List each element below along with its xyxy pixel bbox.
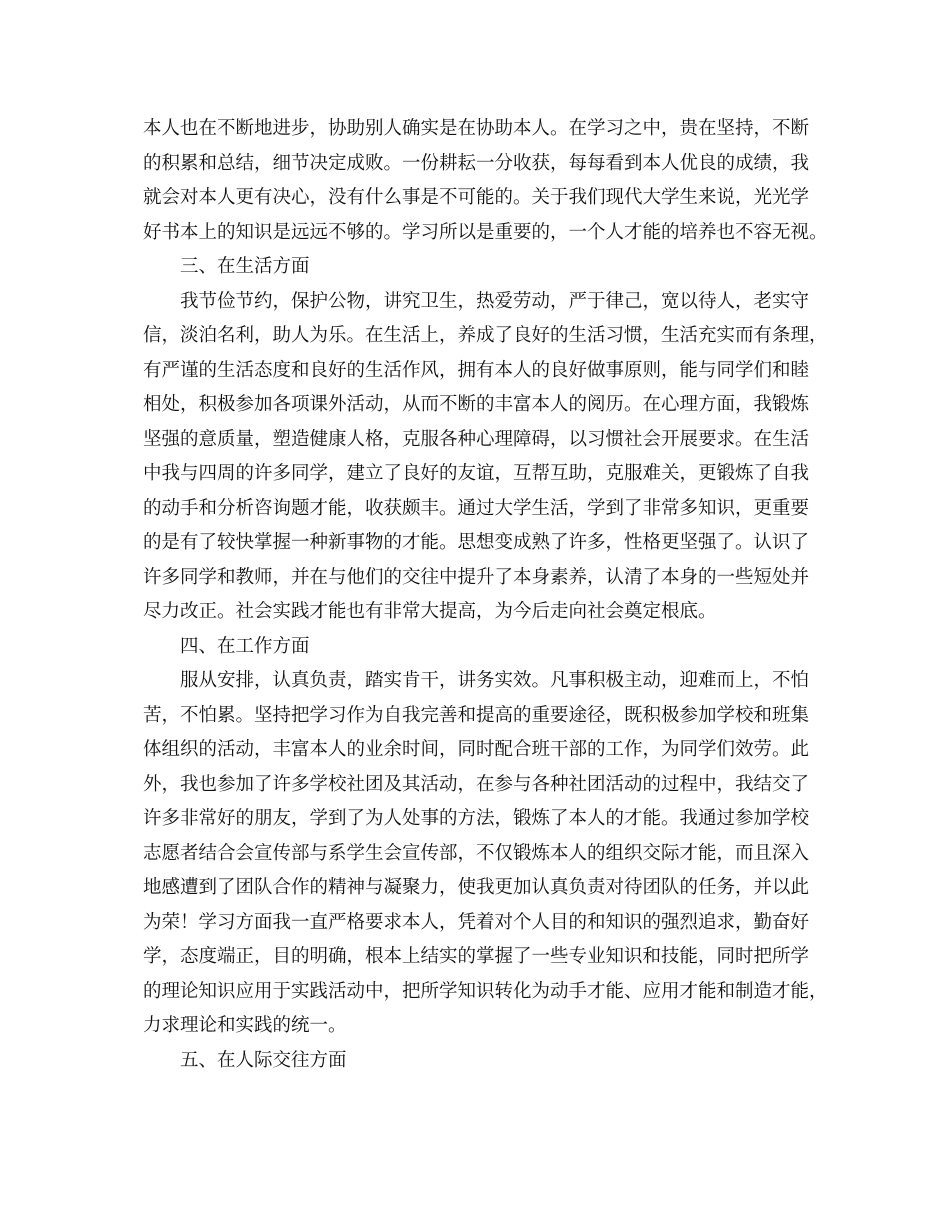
text-line: 的理论知识应用于实践活动中，把所学知识转化为动手才能、应用才能和制造才能， [143, 980, 828, 1002]
text-line: 许多非常好的朋友，学到了为人处事的方法，锻炼了本人的才能。我通过参加学校 [143, 808, 810, 829]
text-line: 许多同学和教师，并在与他们的交往中提升了本身素养，认清了本身的一些短处并 [143, 566, 810, 588]
text-line: 体组织的活动，丰富本人的业余时间，同时配合班干部的工作，为同学们效劳。此 [143, 739, 810, 760]
text-line: 为荣！学习方面我一直严格要求本人，凭着对个人目的和知识的强烈追求，勤奋好 [143, 911, 810, 933]
text-line: 我节俭节约，保护公物，讲究卫生，热爱劳动，严于律己，宽以待人，老实守 [180, 290, 810, 312]
continuation-paragraph [143, 112, 828, 250]
document-page [143, 112, 828, 1078]
text-line: 苦，不怕累。坚持把学习作为自我完善和提高的重要途径，既积极参加学校和班集 [143, 704, 810, 726]
text-line: 好书本上的知识是远远不够的。学习所以是重要的，一个人才能的培养也不容无视。 [143, 221, 828, 243]
text-line: 外，我也参加了许多学校社团及其活动，在参与各种社团活动的过程中，我结交了 [143, 773, 810, 795]
text-line: 服从安排，认真负责，踏实肯干，讲务实效。凡事积极主动，迎难而上，不怕 [180, 670, 810, 691]
text-line: 就会对本人更有决心，没有什么事是不可能的。关于我们现代大学生来说，光光学 [143, 187, 810, 208]
text-line: 力求理论和实践的统一。 [143, 1015, 347, 1036]
text-line: 的是有了较快掌握一种新事物的才能。思想变成熟了许多，性格更坚强了。认识了 [143, 532, 810, 553]
section-heading-work: 四、在工作方面 [180, 635, 310, 657]
text-line: 本人也在不断地进步，协助别人确实是在协助本人。在学习之中，贵在坚持，不断 [143, 118, 810, 139]
text-line: 中我与四周的许多同学，建立了良好的友谊，互帮互助，克服难关，更锻炼了自我 [143, 463, 810, 484]
text-line: 的积累和总结，细节决定成败。一份耕耘一分收获，每每看到本人优良的成绩，我 [143, 152, 810, 174]
text-line: 志愿者结合会宣传部与系学生会宣传部，不仅锻炼本人的组织交际才能，而且深入 [143, 842, 810, 864]
text-line: 地感遭到了团队合作的精神与凝聚力，使我更加认真负责对待团队的任务，并以此 [143, 877, 810, 898]
text-line: 的动手和分析咨询题才能，收获颇丰。通过大学生活，学到了非常多知识，更重要 [143, 497, 810, 519]
section-heading-interpersonal: 五、在人际交往方面 [180, 1049, 347, 1071]
life-paragraph [143, 285, 828, 630]
text-line: 信，淡泊名利，助人为乐。在生活上，养成了良好的生活习惯，生活充实而有条理， [143, 325, 828, 346]
section-heading-life: 三、在生活方面 [180, 256, 310, 277]
text-line: 相处，积极参加各项课外活动，从而不断的丰富本人的阅历。在心理方面，我锻炼 [143, 394, 810, 415]
text-line: 坚强的意质量，塑造健康人格，克服各种心理障碍，以习惯社会开展要求。在生活 [143, 428, 810, 450]
text-line: 有严谨的生活态度和良好的生活作风，拥有本人的良好做事原则，能与同学们和睦 [143, 359, 810, 381]
text-line: 尽力改正。社会实践才能也有非常大提高，为今后走向社会奠定根底。 [143, 601, 717, 622]
work-paragraph [143, 664, 828, 1044]
text-line: 学，态度端正，目的明确，根本上结实的掌握了一些专业知识和技能，同时把所学 [143, 946, 810, 967]
